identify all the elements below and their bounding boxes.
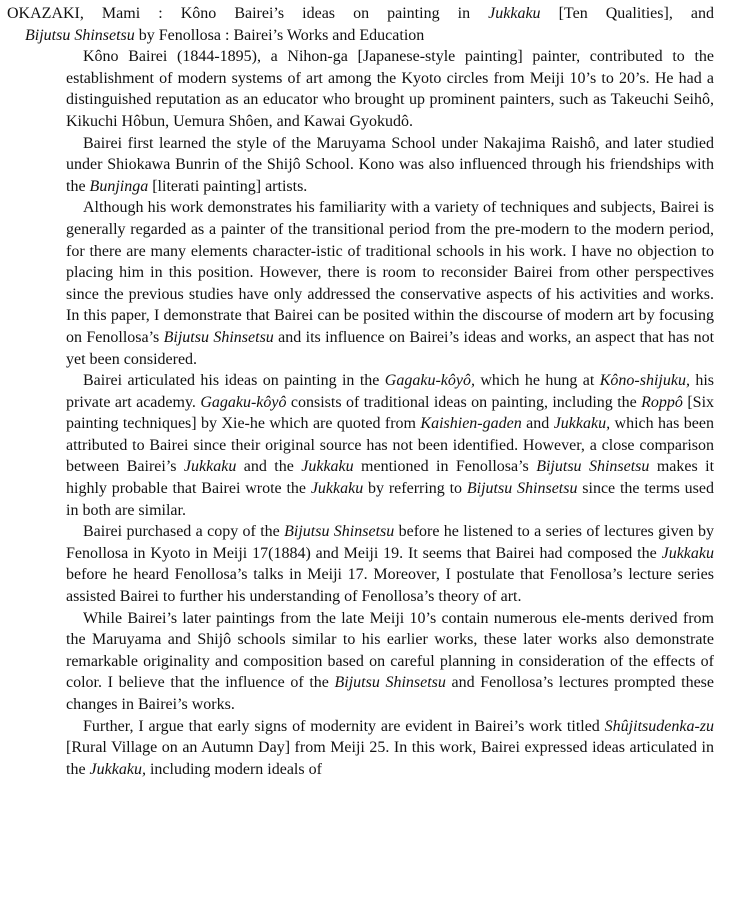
italic-term: Shûjitsudenka-zu: [604, 717, 714, 735]
text-segment: and the: [236, 458, 302, 476]
text-segment: Bairei purchased a copy of the: [83, 523, 285, 541]
title-suffix: [Ten Qualities], and: [540, 5, 715, 22]
italic-term: Bijutsu Shinsetsu: [284, 523, 395, 541]
abstract-paragraph: [66, 133, 714, 198]
text-segment: by referring to: [363, 480, 467, 498]
italic-term: Jukkaku,: [553, 415, 611, 433]
text-segment: While Bairei’s later paintings from the late Meiji 10’s contain numerous ele-ments derived from the Maruyama and Shijô schools similar to his earlier works, these later works also demonstrate remarkable originality and composition based on careful planning in consideration of the effects of color. I believe that the influence of the: [66, 609, 714, 692]
abstract-paragraph: [66, 521, 714, 607]
text-segment: mentioned in Fenollosa’s: [353, 458, 537, 476]
italic-term: Bijutsu Shinsetsu: [163, 328, 274, 346]
italic-term: Jukkaku: [310, 480, 364, 498]
italic-term: Gagaku-kôyô,: [384, 372, 475, 390]
abstract-paragraph: [66, 608, 714, 716]
title-line-1: [7, 3, 714, 25]
abstract-paragraph: [66, 197, 714, 370]
text-segment: which he hung at: [474, 372, 600, 390]
italic-term: Jukkaku: [183, 458, 237, 476]
abstract-paragraph: [66, 370, 714, 521]
italic-term: Kôno-shijuku,: [599, 372, 690, 390]
italic-term: Bijutsu Shinsetsu: [334, 674, 446, 692]
text-segment: since the terms used in both are similar.: [66, 480, 715, 519]
text-segment: [Six painting techniques] by Xie-he which are quoted from: [66, 393, 715, 433]
text-segment: and its influence on Bairei’s ideas and works, an aspect that has not yet been considered.: [66, 328, 715, 368]
italic-term: Bunjinga: [89, 177, 149, 195]
abstract-paragraph: [66, 46, 714, 132]
text-segment: Bairei articulated his ideas on painting in the: [83, 372, 385, 390]
italic-term: Jukkaku,: [89, 760, 146, 778]
title-line-2: [7, 25, 714, 47]
text-segment: Kôno Bairei (1844-1895), a Nihon-ga [Japanese-style painting] painter, contributed to the establishment of modern systems of art among the Kyoto circles from Meiji 10’s to 20’s. He had a distinguished reputation as an educator who brought up prominent painters, such as Takeuchi Seihô, Kikuchi Hôbun, Uemura Shôen, and Kawai Gyokudô.: [66, 48, 714, 130]
text-segment: and Fenollosa’s lectures prompted these changes in Bairei’s works.: [66, 674, 715, 713]
title-italic-bijutsu: Bijutsu Shinsetsu: [25, 26, 135, 44]
italic-term: Gagaku-kôyô: [200, 393, 287, 411]
text-segment: Further, I argue that early signs of modernity are evident in Bairei’s work titled: [83, 717, 605, 735]
title-subtitle: by Fenollosa : Bairei’s Works and Education: [134, 26, 425, 44]
italic-term: Bijutsu Shinsetsu: [466, 480, 578, 498]
article-title: [7, 3, 714, 46]
text-segment: and: [521, 415, 554, 433]
text-segment: Bairei first learned the style of the Maruyama School under Nakajima Raishô, and later studied under Shiokawa Bunrin of the Shijô School. Kono was also influenced through his friendships with the: [66, 134, 714, 195]
italic-term: Jukkaku: [301, 458, 354, 476]
abstract-paragraph: [66, 716, 714, 781]
text-segment: [literati painting] artists.: [148, 177, 308, 195]
italic-term: Roppô: [641, 393, 683, 411]
text-segment: consists of traditional ideas on painting, including the: [286, 393, 642, 411]
abstract-body: [7, 46, 714, 780]
title-italic-jukkaku: Jukkaku: [488, 5, 541, 22]
text-segment: his private art academy.: [66, 372, 715, 411]
title-prefix: OKAZAKI, Mami : Kôno Bairei’s ideas on painting in: [7, 5, 489, 22]
text-segment: before he heard Fenollosa’s talks in Meiji 17. Moreover, I postulate that Fenollosa’s lecture series assisted Bairei to further his understanding of Fenollosa’s theory of art.: [66, 566, 714, 606]
italic-term: Jukkaku: [661, 544, 714, 562]
italic-term: Bijutsu Shinsetsu: [536, 458, 650, 476]
text-segment: before he listened to a series of lectures given by Fenollosa in Kyoto in Meiji 17(1884) and Meiji 19. It seems that Bairei had composed the: [66, 523, 715, 562]
text-segment: including modern ideals of: [145, 760, 322, 778]
italic-term: Kaishien-gaden: [420, 415, 522, 433]
text-segment: which has been attributed to Bairei since their original source has not been identified. However, a close comparison between Bairei’s: [66, 415, 714, 476]
text-segment: [Rural Village on an Autumn Day] from Meiji 25. In this work, Bairei expressed ideas articulated in the: [66, 739, 714, 778]
text-segment: Although his work demonstrates his familiarity with a variety of techniques and subjects, Bairei is generally regarded as a painter of the transitional period from the pre-modern to the modern period, for there are many elements character-istic of traditional schools in his work. I have no objection to placing him in this position. However, there is room to reconsider Bairei from other perspectives since the previous studies have only addressed the conservative aspects of his activities and works. In this paper, I demonstrate that Bairei can be posited within the discourse of modern art by focusing on Fenollosa’s: [66, 199, 714, 346]
text-segment: makes it highly probable that Bairei wrote the: [66, 458, 715, 498]
